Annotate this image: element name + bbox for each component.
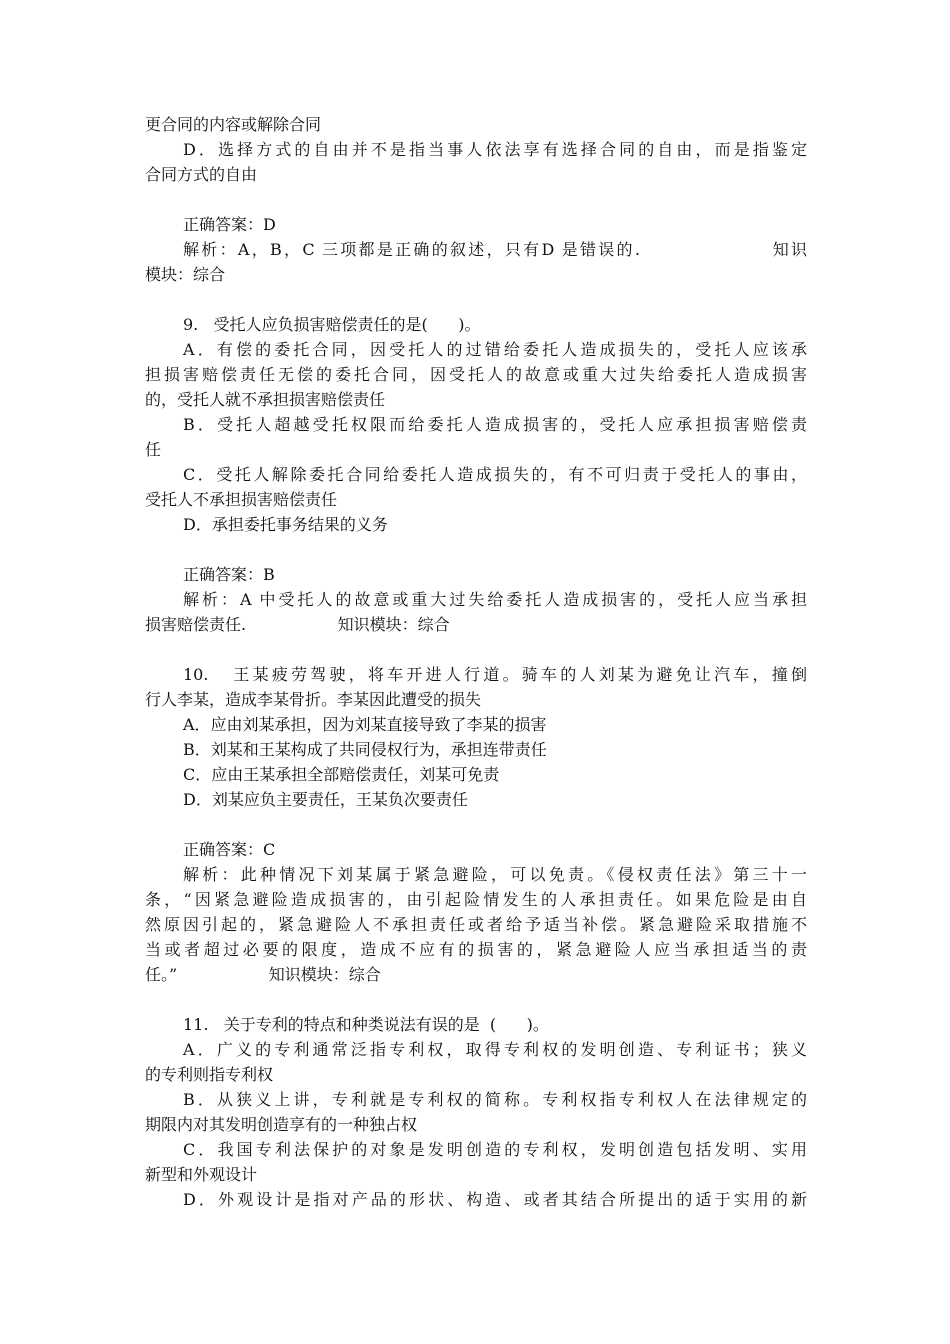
paragraph-gap bbox=[145, 812, 807, 837]
text-line: 然原因引起的，紧急避险人不承担责任或者给予适当补偿。紧急避险采取措施不 bbox=[145, 915, 807, 934]
text-line: B．刘某和王某构成了共同侵权行为，承担连带责任 bbox=[183, 740, 547, 759]
text-line: 解析：A，B，C 三项都是正确的叙述，只有D 是错误的. 知识 bbox=[183, 240, 807, 259]
paragraph-gap bbox=[145, 287, 807, 312]
text-line: B．从狭义上讲，专利就是专利权的简称。专利权指专利权人在法律规定的 bbox=[183, 1090, 807, 1109]
text-line: 任。” 知识模块：综合 bbox=[145, 965, 381, 984]
text-line: 更合同的内容或解除合同 bbox=[145, 115, 322, 134]
text-line: C．我国专利法保护的对象是发明创造的专利权，发明创造包括发明、实用 bbox=[183, 1140, 807, 1159]
text-line: A．应由刘某承担，因为刘某直接导致了李某的损害 bbox=[183, 715, 547, 734]
paragraph-gap bbox=[145, 187, 807, 212]
document-page bbox=[145, 112, 807, 1212]
text-line: 正确答案：C bbox=[183, 840, 276, 859]
text-line: A．广义的专利通常泛指专利权，取得专利权的发明创造、专利证书；狭义 bbox=[183, 1040, 807, 1059]
text-line: 解析：此种情况下刘某属于紧急避险，可以免责。《侵权责任法》第三十一 bbox=[183, 865, 807, 884]
text-line: C．应由王某承担全部赔偿责任，刘某可免责 bbox=[183, 765, 500, 784]
text-line: 条，“因紧急避险造成损害的，由引起险情发生的人承担责任。如果危险是由自 bbox=[145, 890, 807, 909]
text-line: D．承担委托事务结果的义务 bbox=[183, 515, 388, 534]
text-line: 损害赔偿责任. 知识模块：综合 bbox=[145, 615, 450, 634]
text-line: 的专利则指专利权 bbox=[145, 1065, 274, 1084]
text-line: 正确答案：B bbox=[183, 565, 275, 584]
text-line: 解析：A 中受托人的故意或重大过失给委托人造成损害的，受托人应当承担 bbox=[183, 590, 807, 609]
text-line: C．受托人解除委托合同给委托人造成损失的，有不可归责于受托人的事由， bbox=[183, 465, 807, 484]
text-line: 行人李某，造成李某骨折。李某因此遭受的损失 bbox=[145, 690, 482, 709]
paragraph-gap bbox=[145, 637, 807, 662]
text-line: D．选择方式的自由并不是指当事人依法享有选择合同的自由，而是指鉴定 bbox=[183, 140, 807, 159]
text-line: 合同方式的自由 bbox=[145, 165, 258, 184]
paragraph-gap bbox=[145, 537, 807, 562]
text-line: 期限内对其发明创造享有的一种独占权 bbox=[145, 1115, 418, 1134]
text-line: D．刘某应负主要责任，王某负次要责任 bbox=[183, 790, 468, 809]
text-line: 正确答案：D bbox=[183, 215, 276, 234]
text-line: 任 bbox=[145, 440, 162, 459]
text-line: A．有偿的委托合同，因受托人的过错给委托人造成损失的，受托人应该承 bbox=[183, 340, 807, 359]
text-line: 当或者超过必要的限度，造成不应有的损害的，紧急避险人应当承担适当的责 bbox=[145, 940, 807, 959]
text-line: 新型和外观设计 bbox=[145, 1165, 258, 1184]
text-line: 10. 王某疲劳驾驶，将车开进人行道。骑车的人刘某为避免让汽车，撞倒 bbox=[183, 665, 807, 684]
paragraph-gap bbox=[145, 987, 807, 1012]
text-line: 11. 关于专利的特点和种类说法有误的是 ( )。 bbox=[183, 1015, 549, 1034]
text-line: 的，受托人就不承担损害赔偿责任 bbox=[145, 390, 386, 409]
text-line: B．受托人超越受托权限而给委托人造成损害的，受托人应承担损害赔偿责 bbox=[183, 415, 807, 434]
text-line: 9. 受托人应负损害赔偿责任的是( )。 bbox=[183, 315, 481, 334]
text-line: 担损害赔偿责任无偿的委托合同，因受托人的故意或重大过失给委托人造成损害 bbox=[145, 365, 807, 384]
text-line: 模块：综合 bbox=[145, 265, 226, 284]
text-line: D．外观设计是指对产品的形状、构造、或者其结合所提出的适于实用的新 bbox=[183, 1190, 807, 1209]
text-line: 受托人不承担损害赔偿责任 bbox=[145, 490, 338, 509]
